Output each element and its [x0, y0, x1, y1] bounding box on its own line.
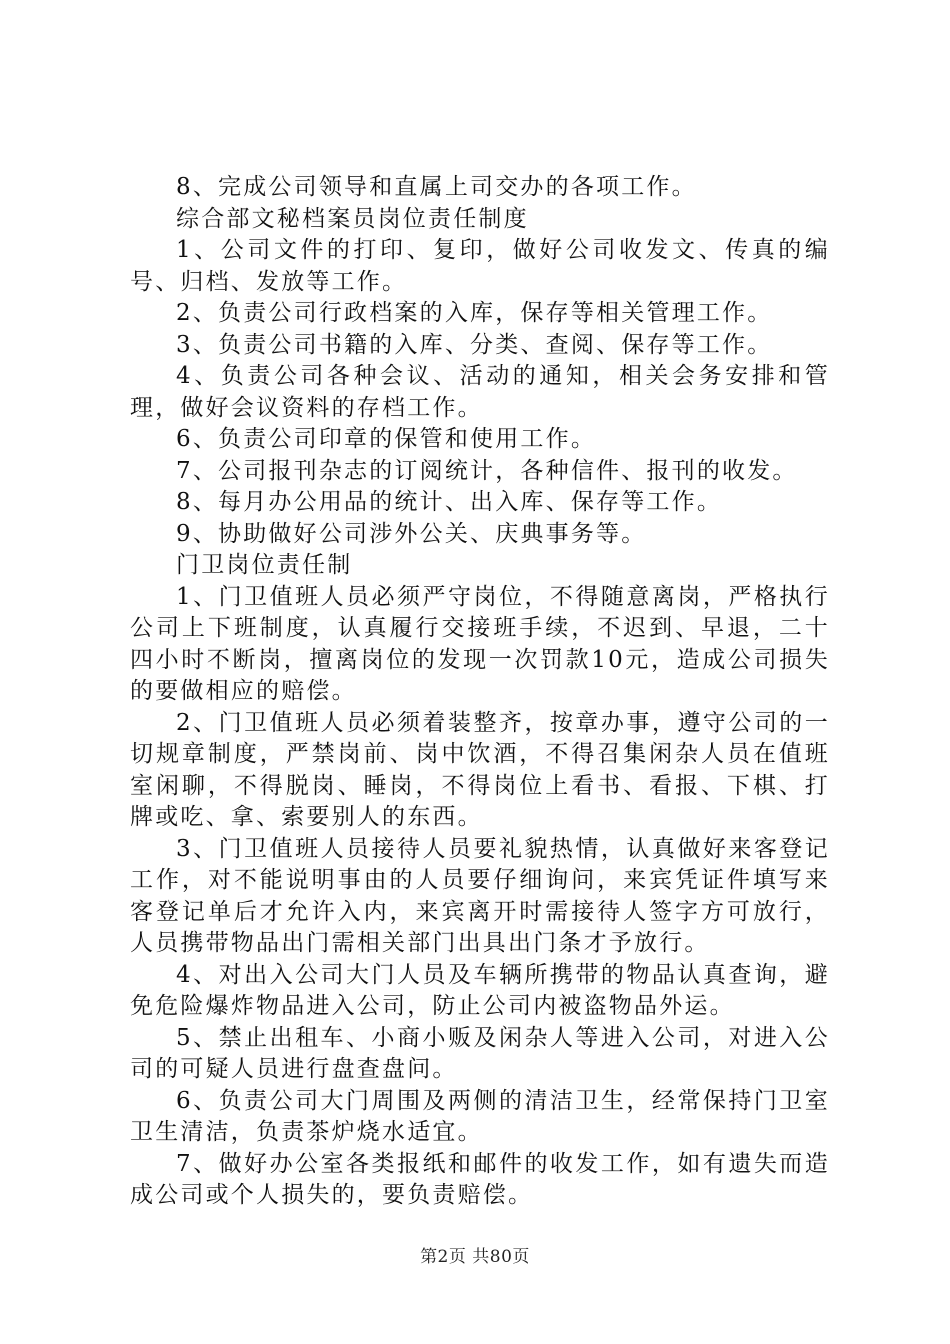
paragraph-guard-1: 1、门卫值班人员必须严守岗位，不得随意离岗，严格执行公司上下班制度，认真履行交接班手续，不迟到、早退，二十四小时不断岗，擅离岗位的发现一次罚款10元，造成公司损失的要做相应的赔偿。 [130, 583, 830, 704]
section-heading-guard: 门卫岗位责任制 [176, 552, 353, 578]
paragraph-guard-6: 6、负责公司大门周围及两侧的清洁卫生，经常保持门卫室卫生清洁，负责茶炉烧水适宜。 [130, 1087, 830, 1145]
paragraph-secretary-3: 3、负责公司书籍的入库、分类、查阅、保存等工作。 [176, 331, 773, 358]
page-number-footer: 第2页 共80页 [420, 1247, 530, 1267]
document-body [130, 172, 830, 1212]
paragraph-secretary-2: 2、负责公司行政档案的入库，保存等相关管理工作。 [176, 300, 773, 326]
paragraph-guard-2: 2、门卫值班人员必须着装整齐，按章办事，遵守公司的一切规章制度，严禁岗前、岗中饮酒，不得召集闲杂人员在值班室闲聊，不得脱岗、睡岗，不得岗位上看书、看报、下棋、打牌或吃、拿、索要别人的东西。 [130, 709, 830, 830]
paragraph-guard-7: 7、做好办公室各类报纸和邮件的收发工作，如有遗失而造成公司或个人损失的，要负责赔偿。 [130, 1150, 830, 1208]
paragraph-guard-3: 3、门卫值班人员接待人员要礼貌热情，认真做好来客登记工作，对不能说明事由的人员要仔细询问，来宾凭证件填写来客登记单后才允许入内，来宾离开时需接待人签字方可放行，人员携带物品出门需相关部门出具出门条才予放行。 [130, 835, 830, 956]
paragraph-secretary-6: 6、负责公司印章的保管和使用工作。 [176, 426, 597, 452]
paragraph-secretary-9: 9、协助做好公司涉外公关、庆典事务等。 [176, 520, 647, 547]
paragraph-item-8-tasks: 8、完成公司领导和直属上司交办的各项工作。 [176, 174, 697, 200]
paragraph-secretary-4: 4、负责公司各种会议、活动的通知，相关会务安排和管理，做好会议资料的存档工作。 [130, 363, 830, 421]
paragraph-secretary-7: 7、公司报刊杂志的订阅统计，各种信件、报刊的收发。 [176, 457, 798, 484]
paragraph-guard-4: 4、对出入公司大门人员及车辆所携带的物品认真查询，避免危险爆炸物品进入公司，防止公司内被盗物品外运。 [130, 961, 830, 1019]
paragraph-secretary-1: 1、公司文件的打印、复印，做好公司收发文、传真的编号、归档、发放等工作。 [130, 237, 830, 295]
section-heading-secretary-archivist: 综合部文秘档案员岗位责任制度 [176, 205, 529, 232]
paragraph-secretary-8: 8、每月办公用品的统计、出入库、保存等工作。 [176, 489, 723, 515]
paragraph-guard-5: 5、禁止出租车、小商小贩及闲杂人等进入公司，对进入公司的可疑人员进行盘查盘问。 [130, 1024, 830, 1082]
